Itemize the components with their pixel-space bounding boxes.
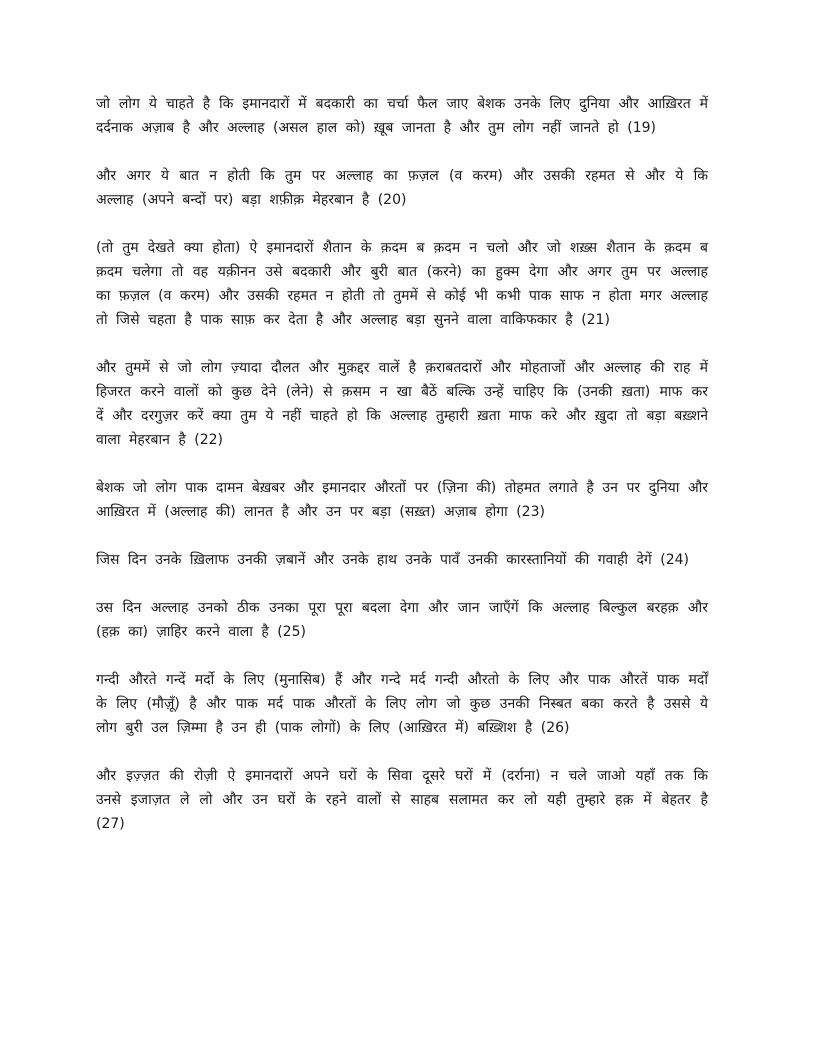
verse-paragraph-23: बेशक जो लोग पाक दामन बेख़बर और इमानदार औरतों पर (ज़िना की) तोहमत लगाते है उन पर दुनिया और आख़िरत में (अल्लाह की) लानत है और उन पर बड़ा (सख़्त) अज़ाब होगा (23) <box>96 480 708 520</box>
verse-paragraph-24: जिस दिन उनके ख़िलाफ उनकी ज़बानें और उनके हाथ उनके पावँ उनकी कारस्तानियों की गवाही देगें (24) <box>96 552 689 568</box>
verse-paragraph-25: उस दिन अल्लाह उनको ठीक उनका पूरा पूरा बदला देगा और जान जाएँगें कि अल्लाह बिल्कुल बरहक़ और (हक़ का) ज़ाहिर करने वाला है (25) <box>96 600 708 640</box>
verse-paragraph-20: और अगर ये बात न होती कि तुम पर अल्लाह का फ़ज़ल (व करम) और उसकी रहमत से और ये कि अल्लाह (अपने बन्दों पर) बड़ा शफ़ीक़ मेहरबान है (20) <box>96 168 708 208</box>
verse-paragraph-22: और तुममें से जो लोग ज़्यादा दौलत और मुक़द्दर वालें है क़राबतदारों और मोहताजों और अल्लाह की राह में हिजरत करने वालों को कुछ देने (लेने) से क़सम न खा बैठें बल्कि उन्हें चाहिए कि (उनकी ख़ता) माफ कर दें और दरगुज़र करें क्या तुम ये नहीं चाहते हो कि अल्लाह तुम्हारी ख़ता माफ करे और ख़ुदा तो बड़ा बख़्शने वाला मेहरबान है (22) <box>96 360 708 448</box>
verse-paragraph-19: जो लोग ये चाहते है कि इमानदारों में बदकारी का चर्चा फैल जाए बेशक उनके लिए दुनिया और आख़िरत में दर्दनाक अज़ाब है और अल्लाह (असल हाल को) ख़ूब जानता है और तुम लोग नहीं जानते हो (19) <box>96 96 708 136</box>
verse-paragraph-27: और इज़्ज़त की रोज़ी ऐ इमानदारों अपने घरों के सिवा दूसरे घरों में (दर्राना) न चले जाओ यहाँ तक कि उनसे इजाज़त ले लो और उन घरों के रहने वालों से साहब सलामत कर लो यही तुम्हारे हक़ में बेहतर है (27) <box>96 768 708 832</box>
verse-paragraph-26: गन्दी औरते गन्दें मर्दो के लिए (मुनासिब) हैं और गन्दे मर्द गन्दी औरतो के लिए और पाक औरतें पाक मर्दों के लिए (मौज़ूँ) है और पाक मर्द पाक औरतों के लिए लोग जो कुछ उनकी निस्बत बका करते है उससे ये लोग बुरी उल ज़िम्मा है उन ही (पाक लोगों) के लिए (आख़िरत में) बख़्शिश है (26) <box>96 672 708 736</box>
document-page <box>96 92 708 860</box>
verse-paragraph-21: (तो तुम देखते क्या होता) ऐ इमानदारों शैतान के क़दम ब क़दम न चलो और जो शख़्स शैतान के क़दम ब क़दम चलेगा तो वह यक़ीनन उसे बदकारी और बुरी बात (करने) का हुक्म देगा और अगर तुम पर अल्लाह का फ़ज़ल (व करम) और उसकी रहमत न होती तो तुममें से कोई भी कभी पाक साफ न होता मगर अल्लाह तो जिसे चहता है पाक साफ़ कर देता है और अल्लाह बड़ा सुनने वाला वाकिफकार है (21) <box>96 240 708 328</box>
